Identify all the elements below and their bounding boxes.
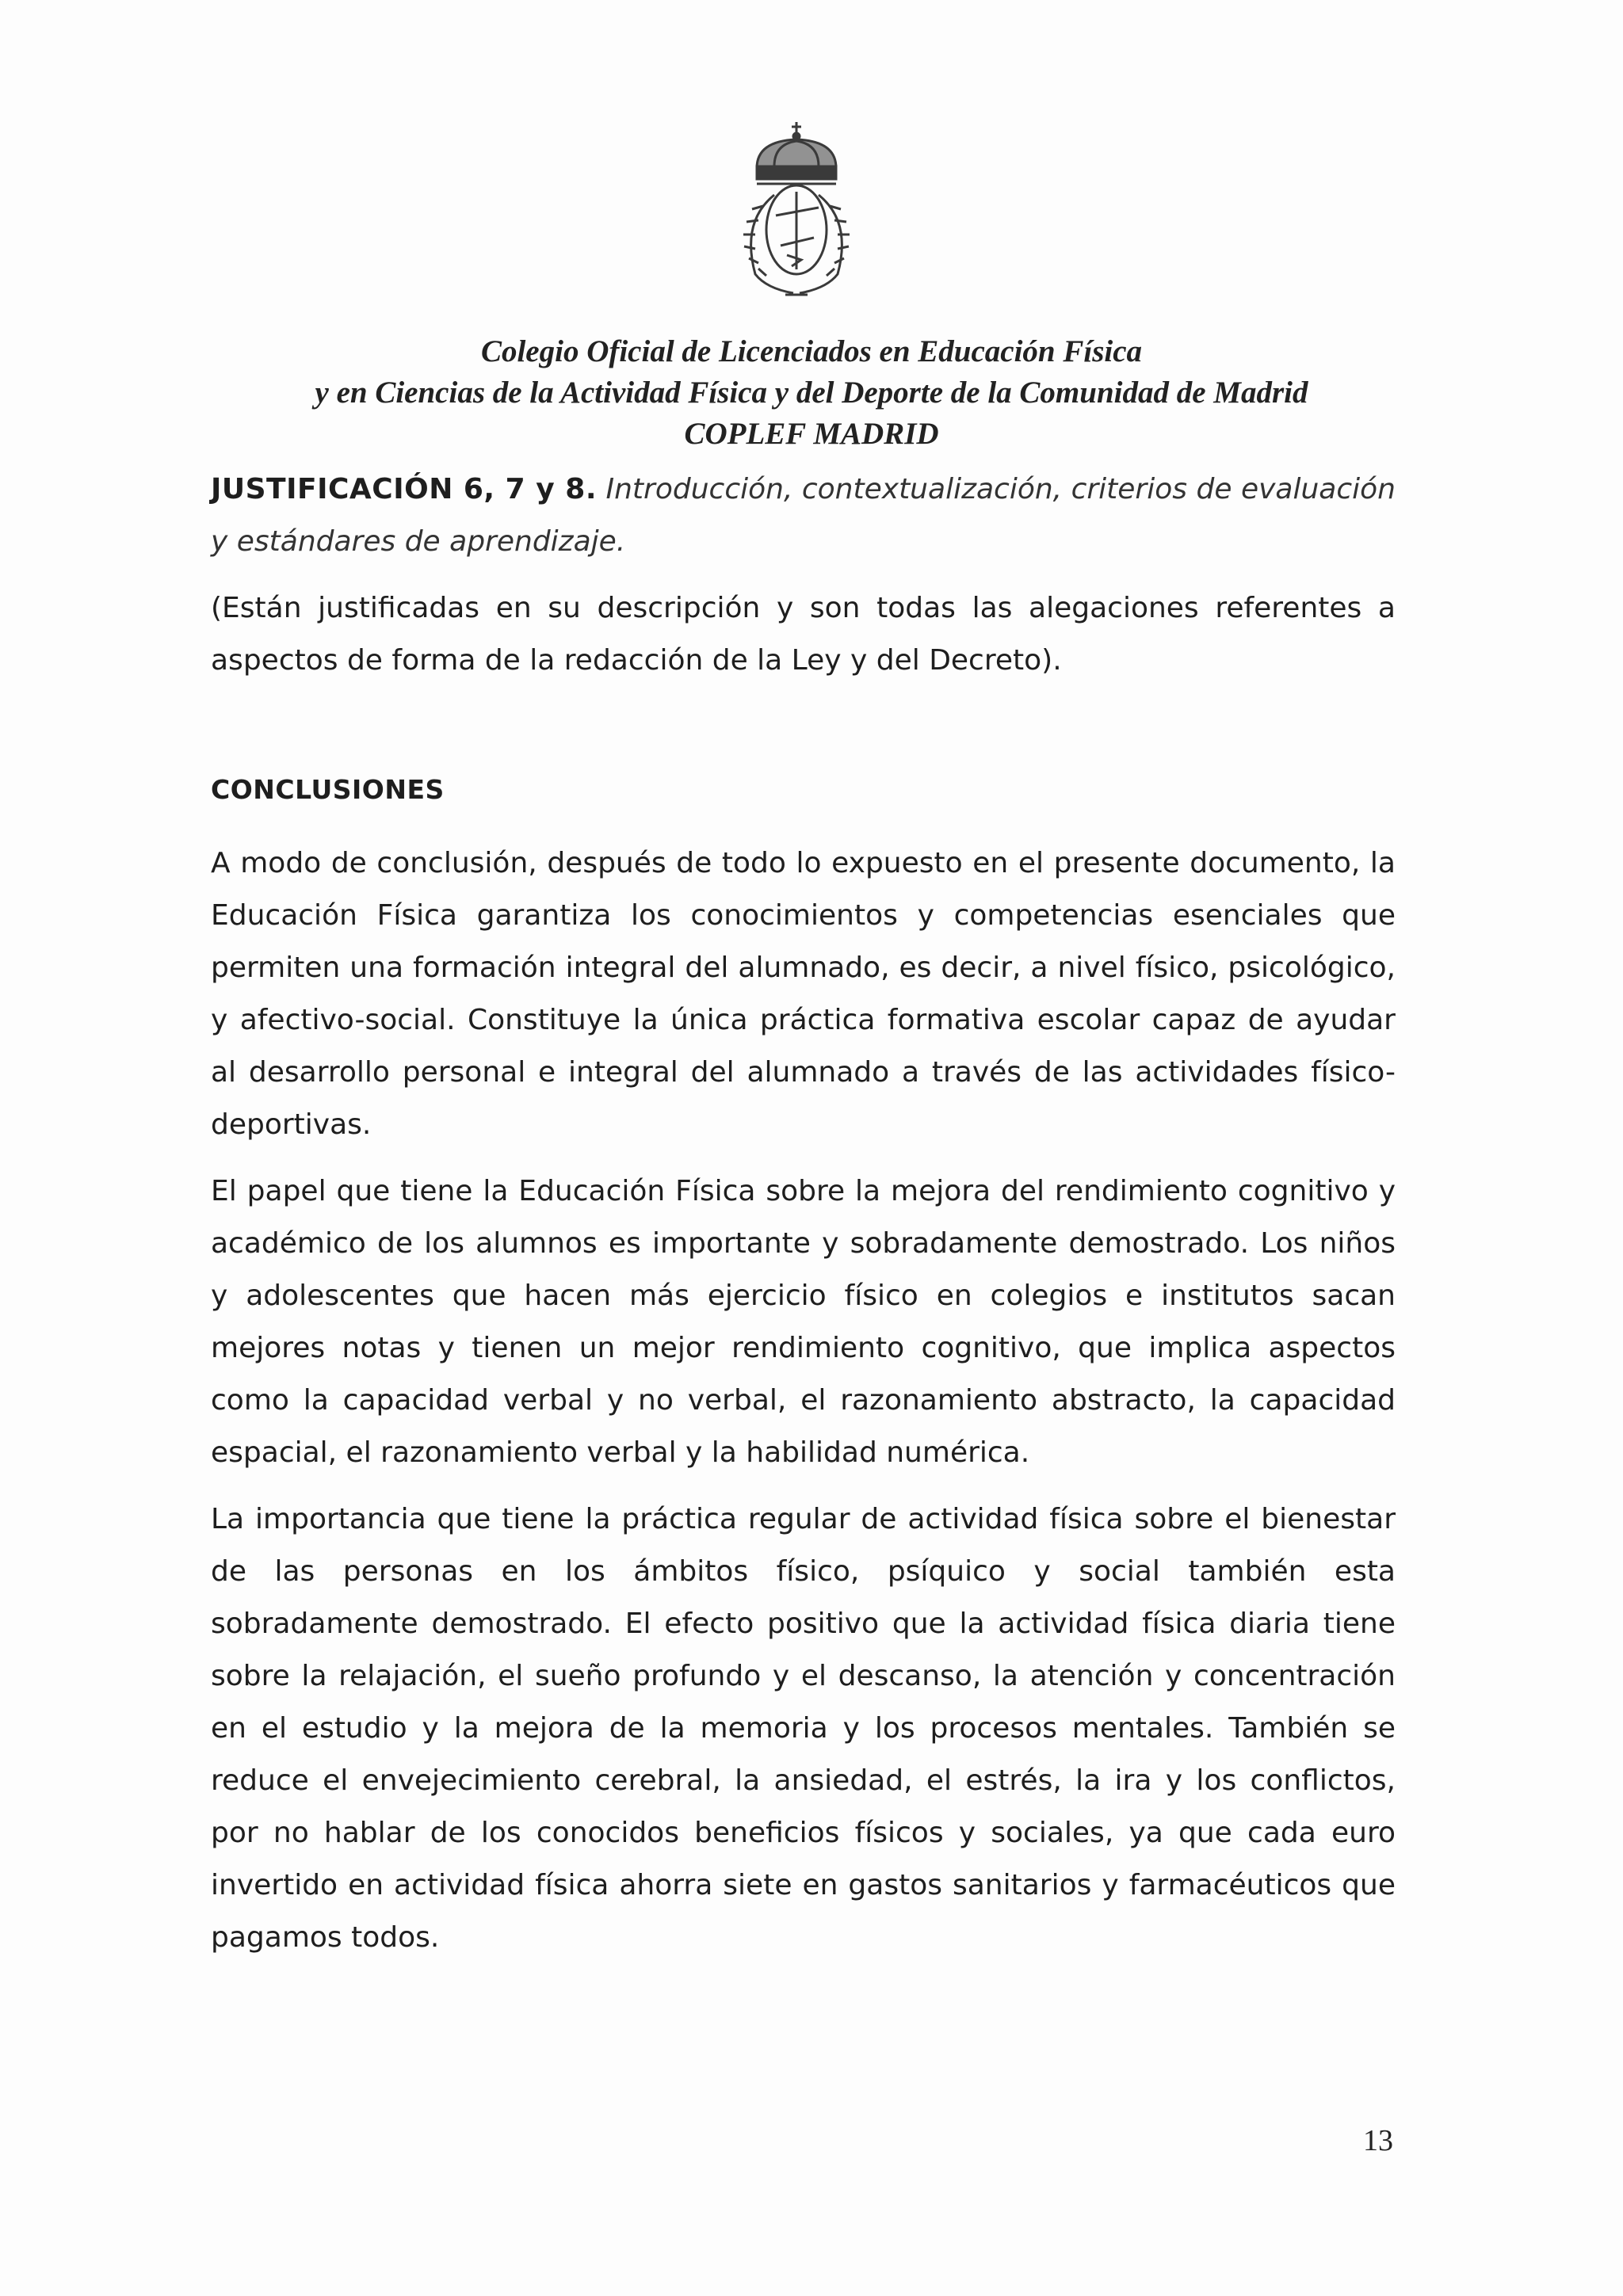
page-number: 13: [1363, 2124, 1393, 2157]
letterhead-line-3: COPLEF MADRID: [684, 417, 939, 451]
conclusion-paragraph-3: La importancia que tiene la práctica regular de actividad física sobre el bienestar de las personas en los ámbitos físico, psíquico y social también esta sobradamente demostrado. El efecto positivo que la actividad física diaria tiene sobre la relajación, el sueño profundo y el descanso, la atención y concentración en el estudio y la mejora de la memoria y los procesos mentales. También se reduce el envejecimiento cerebral, la ansiedad, el estrés, la ira y los conflictos, por no hablar de los conocidos beneficios físicos y sociales, ya que cada euro invertido en actividad física ahorra siete en gastos sanitarios y farmacéuticos que pagamos todos.: [211, 1503, 1396, 1954]
letterhead-line-1: Colegio Oficial de Licenciados en Educación Física: [480, 334, 1143, 368]
section-title-conclusions: CONCLUSIONES: [211, 774, 445, 805]
letterhead: [0, 331, 1623, 455]
conclusion-paragraph-2: El papel que tiene la Educación Física sobre la mejora del rendimiento cognitivo y académico de los alumnos es importante y sobradamente demostrado. Los niños y adolescentes que hacen más ejercicio físico en colegios e institutos sacan mejores notas y tienen un mejor rendimiento cognitivo, que implica aspectos como la capacidad verbal y no verbal, el razonamiento abstracto, la capacidad espacial, el razonamiento verbal y la habilidad numérica.: [211, 1175, 1396, 1469]
justification-heading: [211, 463, 1396, 568]
coat-of-arms-icon: [725, 119, 868, 301]
justification-description: Introducción, contextualización, criterios de evaluación y estándares de aprendizaje.: [211, 473, 1396, 558]
letterhead-line-2: y en Ciencias de la Actividad Física y del Deporte de la Comunidad de Madrid: [315, 376, 1308, 410]
document-body: [211, 463, 1396, 1964]
justification-note: (Están justificadas en su descripción y son todas las alegaciones referentes a aspectos de forma de la redacción de la Ley y del Decreto).: [211, 592, 1396, 677]
conclusion-paragraph-1: A modo de conclusión, después de todo lo expuesto en el presente documento, la Educación Física garantiza los conocimientos y competencias esenciales que permiten una formación integral del alumnado, es decir, a nivel físico, psicológico, y afectivo-social. Constituye la única práctica formativa escolar capaz de ayudar al desarrollo personal e integral del alumnado a través de las actividades físico-deportivas.: [211, 847, 1396, 1141]
justification-label: JUSTIFICACIÓN 6, 7 y 8.: [211, 473, 598, 505]
